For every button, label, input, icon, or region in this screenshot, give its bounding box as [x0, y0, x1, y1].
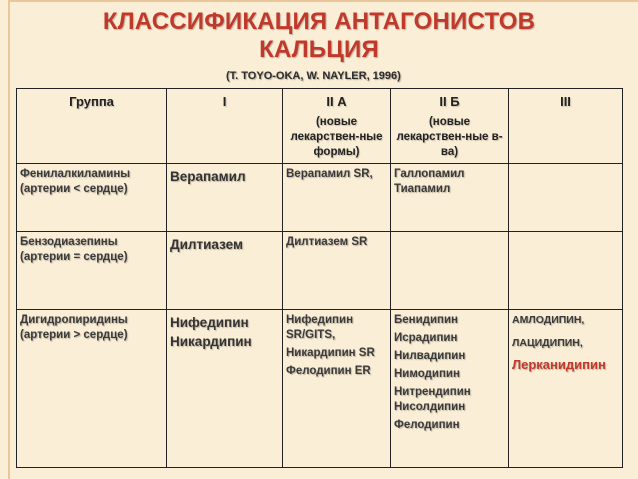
drug-name: Фелодипин [394, 419, 460, 431]
header-g2b-sub: (новые лекарствен-ные в-ва) [396, 116, 503, 158]
g3-cell [509, 310, 623, 468]
source-citation: (T. TOYO-OKA, W. NAYLER, 1996) [226, 70, 401, 82]
group-cell [17, 164, 167, 232]
drug-name: Нифедипин [170, 315, 249, 330]
g3-cell [509, 164, 623, 232]
header-g3: III [509, 89, 623, 164]
group-cell [17, 232, 167, 310]
header-g2b [391, 89, 509, 164]
g1-cell [167, 232, 283, 310]
header-g2b-label: II Б [439, 94, 460, 109]
drug-name: Тиапамил [394, 183, 451, 195]
drug-name: Дилтиазем SR [286, 236, 368, 248]
g3-cell [509, 232, 623, 310]
g1-cell [167, 164, 283, 232]
classification-table [16, 88, 623, 468]
drug-name: Исрадипин [394, 332, 458, 344]
frame-left-line [8, 0, 10, 479]
group-cell [17, 310, 167, 468]
drug-name: Верапамил [170, 169, 246, 184]
table-row [17, 232, 623, 310]
drug-name: Нимодипин [394, 368, 460, 380]
drug-name: Нилвадипин [394, 350, 466, 362]
drug-name: Галлопамил [394, 168, 465, 180]
table-row [17, 164, 623, 232]
g2a-cell [283, 232, 391, 310]
frame-top-line [8, 0, 638, 2]
group-name: Бензодиазепины [20, 236, 118, 248]
group-note: (артерии < сердце) [20, 183, 128, 195]
g2b-cell [391, 310, 509, 468]
header-group: Группа [17, 89, 167, 164]
g1-cell [167, 310, 283, 468]
header-g2a-label: II А [326, 94, 347, 109]
g2b-cell [391, 164, 509, 232]
table-row [17, 310, 623, 468]
header-g2a [283, 89, 391, 164]
group-name: Фенилалкиламины [20, 168, 131, 180]
drug-name: Никардипин [170, 334, 252, 349]
drug-name: Фелодипин ER [286, 365, 371, 377]
slide-title [0, 8, 638, 64]
drug-name: Верапамил SR, [286, 168, 373, 180]
header-row [17, 89, 623, 164]
title-line-2: КАЛЬЦИЯ [259, 36, 379, 63]
g2a-cell [283, 310, 391, 468]
drug-name: Нитрендипин Нисолдипин [394, 386, 471, 413]
group-name: Дигидропиридины [20, 314, 128, 326]
g2a-cell [283, 164, 391, 232]
drug-name: Нифедипин SR/GITS, [286, 314, 354, 341]
g2b-cell [391, 232, 509, 310]
drug-name-highlighted: Лерканидипин [512, 357, 606, 372]
drug-name: Дилтиазем [170, 237, 243, 252]
group-note: (артерии = сердце) [20, 251, 128, 263]
header-g2a-sub: (новые лекарствен-ные формы) [290, 116, 383, 158]
drug-name: АМЛОДИПИН, [512, 314, 585, 326]
header-g1: I [167, 89, 283, 164]
group-note: (артерии > сердце) [20, 329, 128, 341]
drug-name: Бенидипин [394, 314, 459, 326]
title-line-1: КЛАССИФИКАЦИЯ АНТАГОНИСТОВ [102, 8, 536, 35]
drug-name: ЛАЦИДИПИН, [512, 337, 583, 349]
drug-name: Никардипин SR [286, 347, 375, 359]
